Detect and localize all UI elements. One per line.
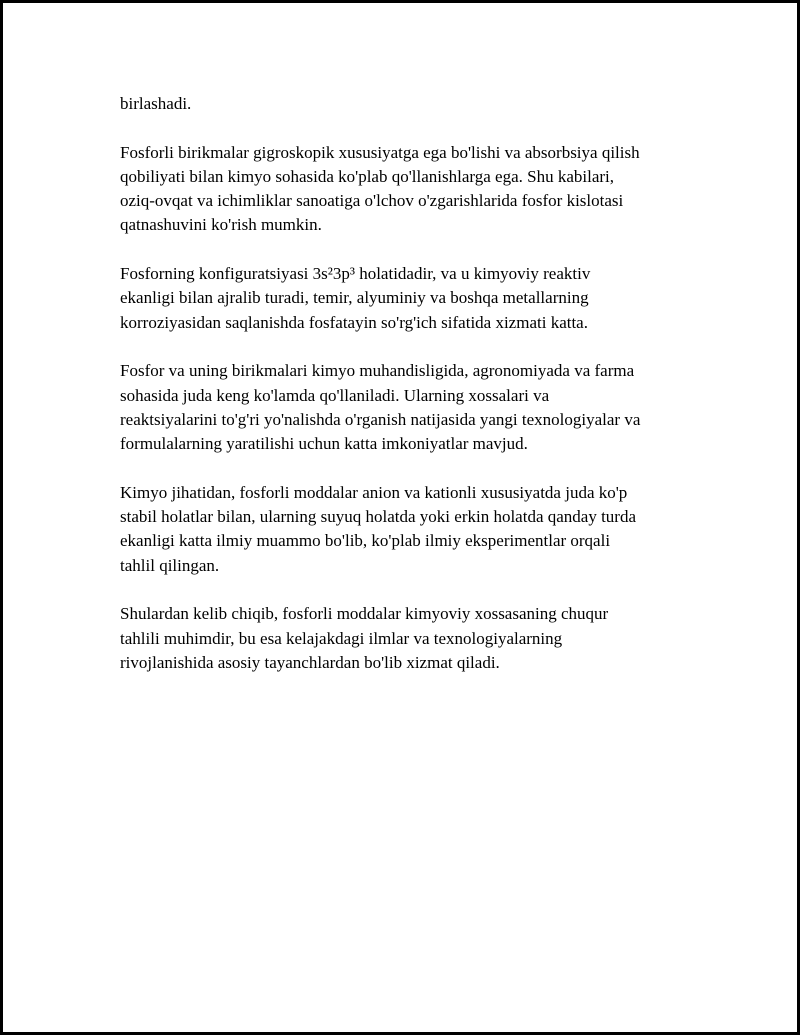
text-line: stabil holatlar bilan, ularning suyuq holatda yoki erkin holatda qanday turda [120, 507, 637, 527]
text-line: oziq-ovqat va ichimliklar sanoatiga o'lchov o'zgarishlarida fosfor kislotasi [120, 191, 624, 211]
paragraph-1 [120, 92, 700, 116]
text-line: Shulardan kelib chiqib, fosforli moddalar kimyoviy xossasaning chuqur [120, 604, 609, 624]
text-line: Fosfor va uning birikmalari kimyo muhandisligida, agronomiyada va farma [120, 361, 635, 381]
paragraph-3 [120, 262, 700, 335]
text-line: sohasida juda keng ko'lamda qo'llaniladi. Ularning xossalari va [120, 385, 550, 405]
text-line: Kimyo jihatidan, fosforli moddalar anion va kationli xususiyatda juda ko'p [120, 482, 628, 502]
text-line: qatnashuvini ko'rish mumkin. [120, 215, 322, 235]
paragraph-4 [120, 359, 700, 456]
text-line: korroziyasidan saqlanishda fosfatayin so'rg'ich sifatida xizmati katta. [120, 312, 588, 332]
text-line: reaktsiyalarini to'g'ri yo'nalishda o'rganish natijasida yangi texnologiyalar va [120, 409, 641, 429]
text-line: ekanligi bilan ajralib turadi, temir, alyuminiy va boshqa metallarning [120, 288, 589, 308]
text-line: ekanligi katta ilmiy muammo bo'lib, ko'plab ilmiy eksperimentlar orqali [120, 531, 611, 551]
document-body [120, 92, 700, 699]
text-line: birlashadi. [120, 94, 192, 113]
text-line: tahlil qilingan. [120, 555, 220, 575]
text-line: rivojlanishida asosiy tayanchlardan bo'lib xizmat qiladi. [120, 652, 500, 672]
paragraph-5 [120, 481, 700, 578]
text-line: Fosforli birikmalar gigroskopik xususiyatga ega bo'lishi va absorbsiya qilish [120, 142, 640, 162]
text-line: qobiliyati bilan kimyo sohasida ko'plab qo'llanishlarga ega. Shu kabilari, [120, 166, 615, 186]
paragraph-2 [120, 141, 700, 238]
text-line: tahlili muhimdir, bu esa kelajakdagi ilmlar va texnologiyalarning [120, 628, 563, 648]
text-line: Fosforning konfiguratsiyasi 3s²3p³ holatidadir, va u kimyoviy reaktiv [120, 264, 591, 284]
text-line: formulalarning yaratilishi uchun katta imkoniyatlar mavjud. [120, 434, 528, 454]
paragraph-6 [120, 602, 700, 675]
